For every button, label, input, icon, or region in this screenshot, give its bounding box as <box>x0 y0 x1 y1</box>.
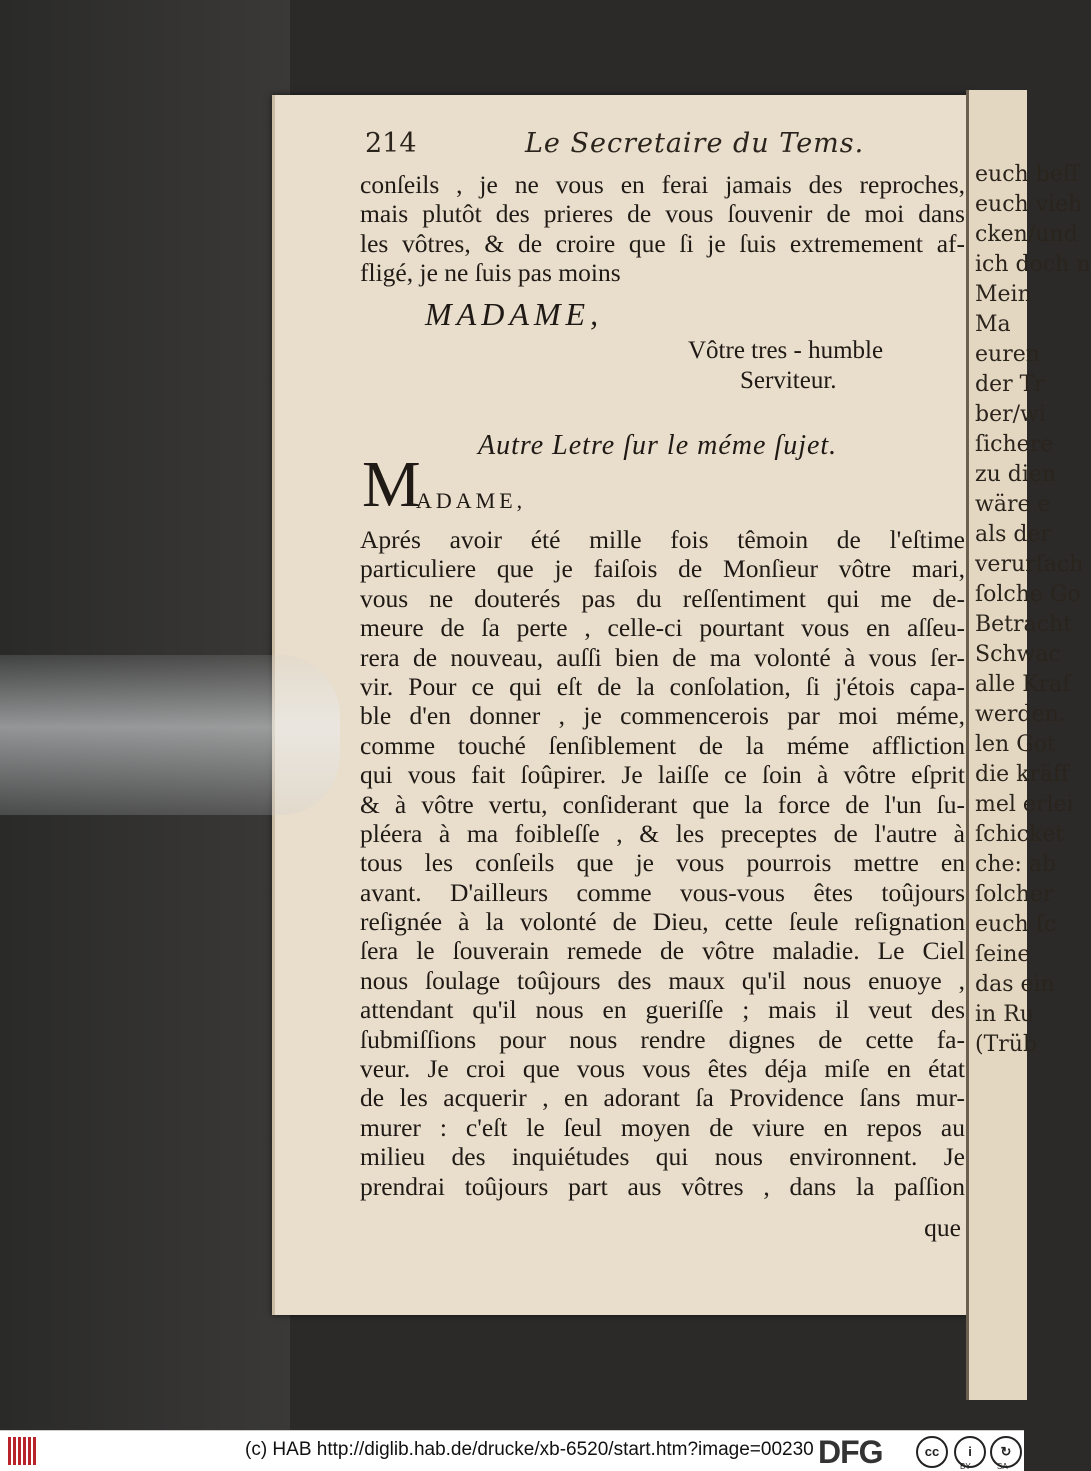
letter-body-text <box>360 525 965 1201</box>
facing-page-fragment: das ein <box>975 972 1055 997</box>
facing-page-fragment: ber/wi <box>975 402 1046 427</box>
text-line: meure de ſa perte , celle-ci pourtant vous en aſſeu- <box>360 613 965 643</box>
facing-page-fragment: alle Kraf <box>975 672 1071 697</box>
page-number: 214 <box>365 128 417 159</box>
text-line: mais plutôt des prieres de vous ſouvenir de moi dans <box>360 199 965 229</box>
footer-bar <box>0 1430 1024 1471</box>
facing-page-fragment: Ma <box>975 312 1011 337</box>
letter-heading: Autre Letre ſur le méme ſujet. <box>478 430 838 461</box>
text-line: avant. D'ailleurs comme vous-vous êtes toûjours <box>360 877 965 907</box>
sa-license-icon: ↻ <box>990 1436 1022 1468</box>
facing-page-fragment: cken/und <box>975 222 1078 247</box>
text-line: murer : c'eſt le ſeul moyen de viure en repos au <box>360 1112 965 1142</box>
text-line: vir. Pour ce qui eſt de la conſolation, ſi j'étois capa- <box>360 671 965 701</box>
facing-page-fragment: euch vieh <box>975 192 1083 217</box>
facing-page-fragment: ſichere <box>975 432 1054 457</box>
catchword-row <box>360 1213 965 1242</box>
facing-page-fragment: euch beſſ <box>975 162 1080 187</box>
facing-page-fragment: ſeine <box>975 942 1031 967</box>
text-line: les vôtres, & de croire que ſi je ſuis extremement af- <box>360 228 965 258</box>
text-line: veur. Je croi que vous vous êtes déja miſe en état <box>360 1054 965 1084</box>
signature-line-1: Vôtre tres - humble <box>688 337 884 364</box>
opening-salutation: ADAME, <box>416 488 527 513</box>
facing-page-fragment: als der <box>975 522 1052 547</box>
text-line: ble d'en donner , je commencerois par moi méme, <box>360 701 965 731</box>
text-line: nous ſoulage toûjours des maux qu'il nous enuoye , <box>360 965 965 995</box>
text-line: Aprés avoir été mille fois têmoin de l'eſtime <box>360 525 965 554</box>
text-line: vous ne douterés pas du reſſentiment qui me de- <box>360 583 965 613</box>
facing-page-fragment: ſchicket <box>975 822 1065 847</box>
text-line: & à vôtre vertu, conſiderant que la force de l'un ſu- <box>360 789 965 819</box>
facing-page-fragment: Mein <box>975 282 1032 307</box>
facing-page-fragment: in Ru <box>975 1002 1034 1027</box>
running-title: Le Secretaire du Tems. <box>525 128 865 159</box>
facing-page-fragment: ich doch n <box>975 252 1091 277</box>
facing-page-fragment: Schwac <box>975 642 1061 667</box>
cc-license-icon: cc <box>916 1436 948 1468</box>
text-line: attendant qu'il nous en gueriſſe ; mais il veut des <box>360 995 965 1025</box>
text-line: tous les conſeils que je vous pourrois mettre en <box>360 848 965 878</box>
facing-page-fragment: che: ab <box>975 852 1057 877</box>
text-line: fligé, je ne ſuis pas moins <box>360 258 621 288</box>
facing-page-edge <box>966 90 1091 1400</box>
text-line: comme touché ſenſiblement de la méme affliction <box>360 730 965 760</box>
facing-page-fragment: Betracht <box>975 612 1072 637</box>
text-line: pléera à ma foibleſſe , & les preceptes de l'autre à <box>360 818 965 848</box>
facing-page-fragment: ſolche Go <box>975 582 1081 607</box>
text-line: reſignée à la volonté de Dieu, cette ſeule reſignation <box>360 907 965 937</box>
facing-page-fragment: euren <box>975 342 1040 367</box>
facing-page-fragment: die kräff <box>975 762 1069 787</box>
text-line: de les acquerir , en adorant ſa Providence ſans mur- <box>360 1083 965 1113</box>
license-label-by: BY <box>960 1462 971 1471</box>
catchword: que <box>924 1213 961 1242</box>
text-line: rera de nouveau, auſſi bien de ma volonté à vous ſer- <box>360 642 965 672</box>
facing-page-fragment: wäre e <box>975 492 1051 517</box>
signature-line-2: Serviteur. <box>740 367 837 394</box>
facing-page-fragment: der Tr <box>975 372 1045 397</box>
drop-initial: M <box>362 448 421 521</box>
license-label-sa: SA <box>997 1462 1008 1471</box>
text-line: qui vous fait ſoûpirer. Je laiſſe ce ſoin à vôtre eſprit <box>360 760 965 790</box>
facing-page-fragment: (Trüb <box>975 1032 1038 1057</box>
facing-page-fragment: werden. <box>975 702 1066 727</box>
by-license-icon: i <box>954 1436 986 1468</box>
copyright-credit: (c) HAB http://diglib.hab.de/drucke/xb-6520/start.htm?image=00230 <box>245 1439 814 1460</box>
closing-salutation: MADAME, <box>425 296 604 332</box>
text-line: milieu des inquiétudes qui nous environnent. Je <box>360 1142 965 1172</box>
glass-page-clamp <box>0 655 340 815</box>
text-line: ſubmiſſions pour nous rendre dignes de cette fa- <box>360 1024 965 1054</box>
text-line: prendrai toûjours part aus vôtres , dans la paſſion <box>360 1171 965 1201</box>
facing-page-fragment: euch ſc <box>975 912 1057 937</box>
facing-page-fragment: len Got <box>975 732 1056 757</box>
facing-page-fragment: ſolcher <box>975 882 1054 907</box>
hab-logo-icon <box>8 1437 40 1465</box>
facing-page-fragment: verurſach <box>975 552 1084 577</box>
letter-end-text <box>360 170 965 288</box>
text-line: conſeils , je ne vous en ferai jamais des reproches, <box>360 170 965 199</box>
text-line: particuliere que je faiſois de Monſieur vôtre mari, <box>360 554 965 584</box>
running-head <box>365 128 965 164</box>
text-line: ſera le ſouverain remede de vôtre maladie. Le Ciel <box>360 936 965 966</box>
facing-page-fragment: mel erlei <box>975 792 1074 817</box>
facing-page-fragment: zu dien <box>975 462 1057 487</box>
dfg-logo: DFG <box>818 1434 883 1470</box>
